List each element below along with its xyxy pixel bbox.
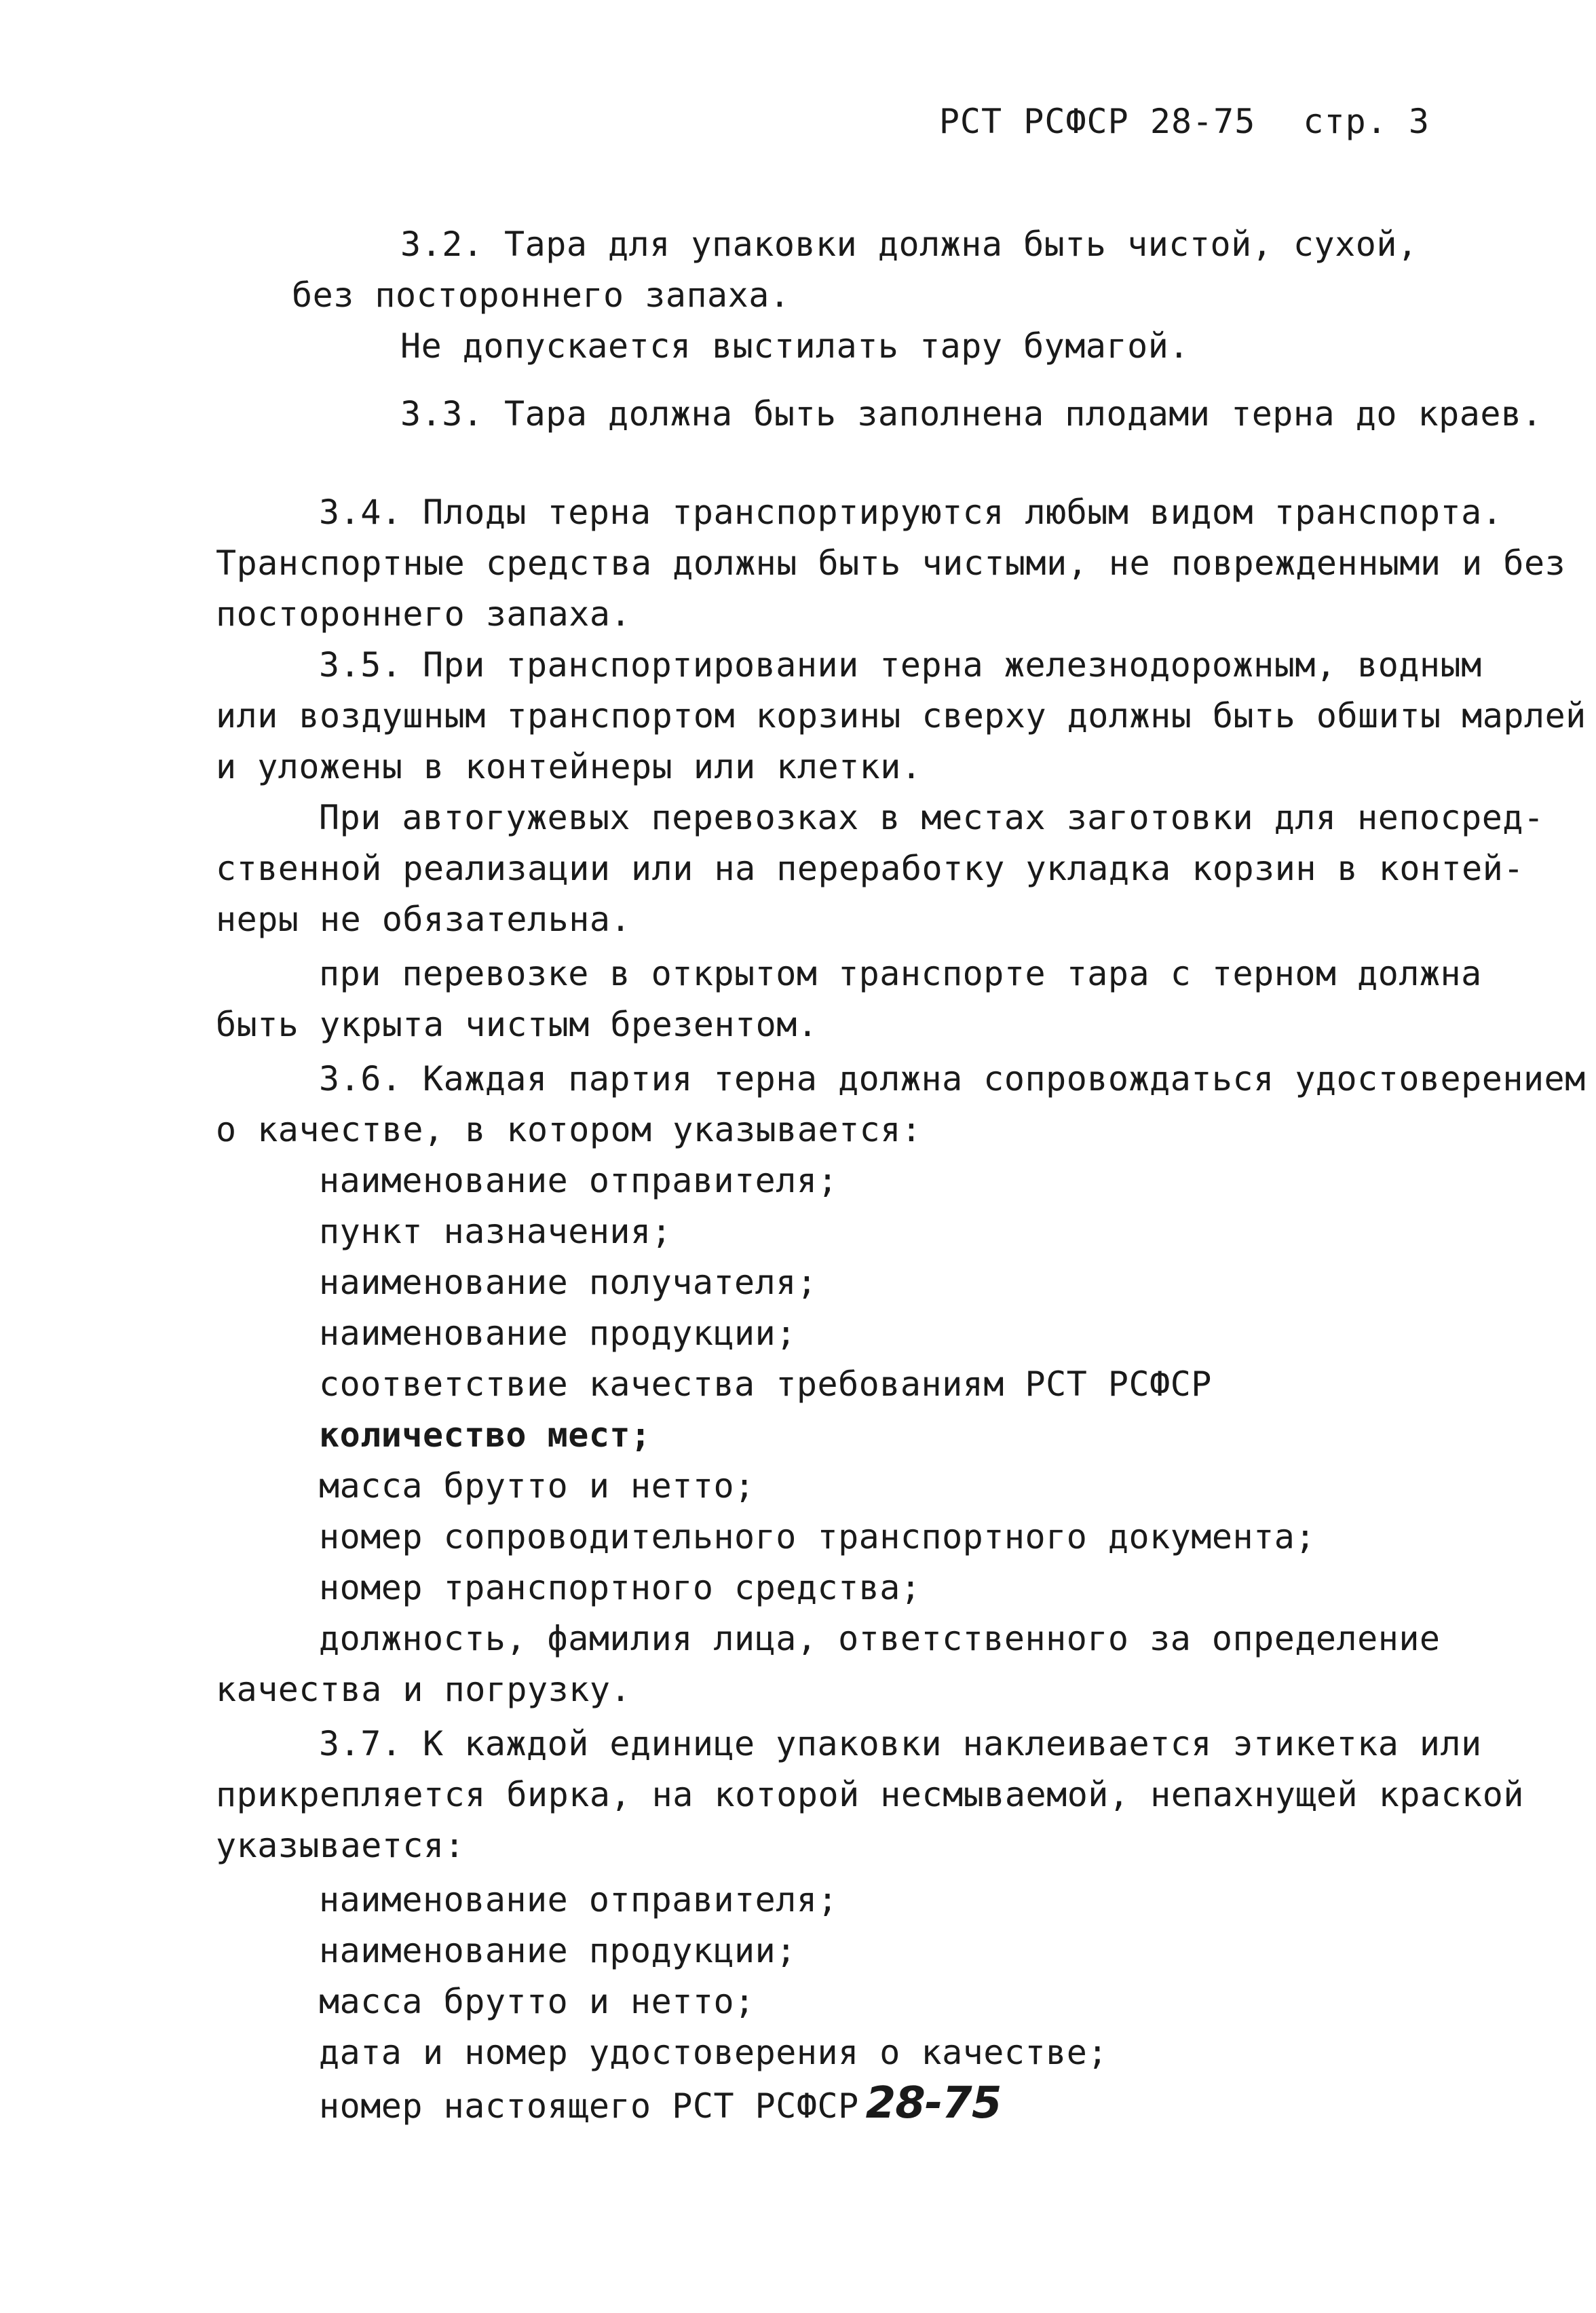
list-item-text: номер настоящего РСТ РСФСР xyxy=(319,2086,859,2126)
text-line: указывается: xyxy=(216,1826,466,1865)
text-line: 3.5. При транспортировании терна железнодорожным, водным xyxy=(319,645,1482,685)
text-line: или воздушным транспортом корзины сверху должны быть обшиты марлей xyxy=(216,696,1586,735)
text-line: Транспортные средства должны быть чистыми, не поврежденными и без xyxy=(216,543,1566,583)
text-line: При автогужевых перевозках в местах заготовки для непосред- xyxy=(319,798,1544,837)
text-line: без постороннего запаха. xyxy=(292,275,791,315)
text-line: и уложены в контейнеры или клетки. xyxy=(216,747,922,786)
text-line: постороннего запаха. xyxy=(216,594,632,634)
list-item: наименование получателя; xyxy=(319,1263,818,1302)
list-item: дата и номер удостоверения о качестве; xyxy=(319,2033,1108,2072)
list-item: наименование отправителя; xyxy=(319,1161,839,1200)
text-line: 3.3. Тара должна быть заполнена плодами терна до краев. xyxy=(400,394,1543,434)
text-line: быть укрыта чистым брезентом. xyxy=(216,1005,818,1044)
text-line: неры не обязательна. xyxy=(216,900,632,939)
list-item: номер транспортного средства; xyxy=(319,1568,922,1607)
handwritten-number: 28-75 xyxy=(865,2078,1002,2128)
text-line: 3.7. К каждой единице упаковки наклеивается этикетка или xyxy=(319,1724,1482,1763)
page-number: стр. 3 xyxy=(1303,102,1430,141)
list-item: пункт назначения; xyxy=(319,1212,672,1251)
text-line: о качестве, в котором указывается: xyxy=(216,1110,922,1149)
list-item: наименование продукции; xyxy=(319,1314,797,1353)
text-line: при перевозке в открытом транспорте тара с терном должна xyxy=(319,954,1482,993)
page-header xyxy=(939,102,1430,141)
list-item: должность, фамилия лица, ответственного за определение xyxy=(319,1619,1441,1658)
list-item: количество мест; xyxy=(319,1415,651,1455)
text-line: прикрепляется бирка, на которой несмываемой, непахнущей краской xyxy=(216,1775,1524,1814)
list-item: соответствие качества требованиям РСТ РСФСР xyxy=(319,1364,1212,1404)
text-line: Не допускается выстилать тару бумагой. xyxy=(400,326,1190,366)
list-item: масса брутто и нетто; xyxy=(319,1466,755,1506)
list-item: наименование отправителя; xyxy=(319,1880,839,1919)
text-line: ственной реализации или на переработку укладка корзин в контей- xyxy=(216,849,1524,888)
text-line: 3.6. Каждая партия терна должна сопровождаться удостоверением xyxy=(319,1059,1586,1098)
list-item: наименование продукции; xyxy=(319,1931,797,1970)
list-item xyxy=(319,2078,1002,2128)
text-line: качества и погрузку. xyxy=(216,1670,632,1709)
list-item: номер сопроводительного транспортного документа; xyxy=(319,1517,1316,1556)
list-item: масса брутто и нетто; xyxy=(319,1982,755,2021)
document-code: РСТ РСФСР 28-75 xyxy=(938,102,1256,141)
text-line: 3.4. Плоды терна транспортируются любым видом транспорта. xyxy=(319,493,1503,532)
text-line: 3.2. Тара для упаковки должна быть чистой, сухой, xyxy=(400,225,1418,264)
